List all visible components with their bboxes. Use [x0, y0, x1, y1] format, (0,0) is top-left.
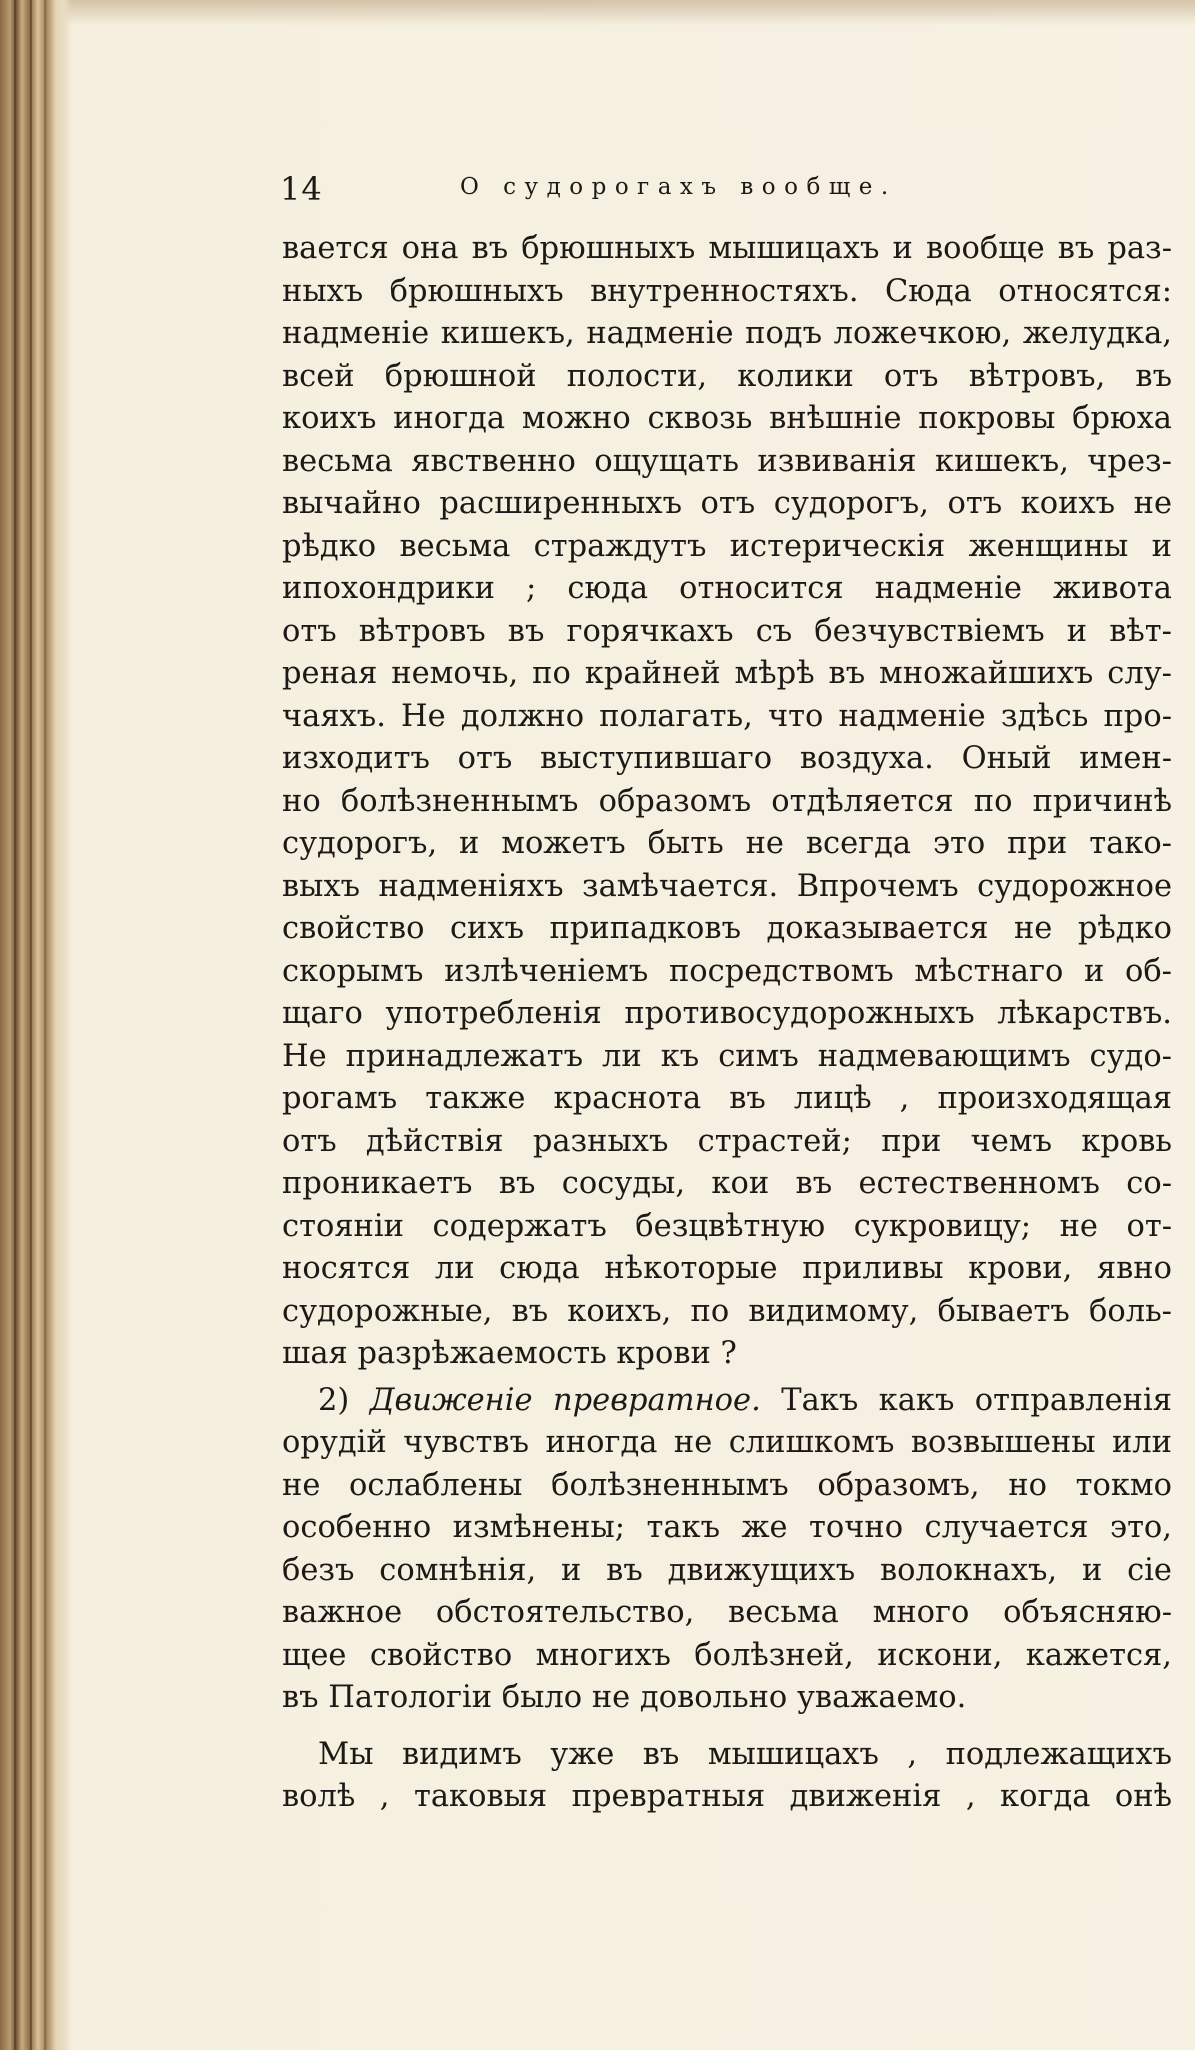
text-line: реная немочь, по крайней мѣрѣ въ множайшихъ слу- [282, 656, 1172, 691]
page-top-shadow [0, 0, 1195, 26]
text-line: скорымъ излѣченіемъ посредствомъ мѣстнаго и об- [282, 953, 1172, 989]
text-line: судорожные, въ коихъ, по видимому, бываетъ боль- [282, 1293, 1172, 1329]
text-line: щаго употребленія противосудорожныхъ лѣкарствъ. [282, 996, 1172, 1031]
text-line: шая разрѣжаемость крови ? [282, 1336, 737, 1371]
text-line: надменіе кишекъ, надменіе подъ ложечкою, желудка, [282, 316, 1172, 351]
text-line: коихъ иногда можно сквозь внѣшніе покровы брюха [282, 401, 1172, 436]
page-number: 14 [280, 170, 323, 208]
text-line: но болѣзненнымъ образомъ отдѣляется по причинѣ [282, 783, 1172, 819]
text-line: въ Патологіи было не довольно уважаемо. [282, 1680, 967, 1715]
text-line: рогамъ также краснота въ лицѣ , произходящая [282, 1081, 1172, 1116]
text-line: безъ сомнѣнія, и въ движущихъ волокнахъ, и сіе [282, 1552, 1172, 1588]
text-line: ипохондрики ; сюда относится надменіе живота [282, 571, 1172, 606]
text-line: выхъ надменіяхъ замѣчается. Впрочемъ судорожное [282, 868, 1172, 904]
paragraph-number: 2) [318, 1382, 350, 1418]
text-line: Мы видимъ уже въ мышицахъ , подлежащихъ [318, 1736, 1172, 1772]
text-line: рѣдко весьма страждутъ истерическія женщины и [282, 528, 1172, 564]
text-line: важное обстоятельство, весьма много объясняю- [282, 1595, 1172, 1630]
text-line: отъ вѣтровъ въ горячкахъ съ безчувствіемъ и вѣт- [282, 613, 1172, 649]
text-line: свойство сихъ припадковъ доказывается не рѣдко [282, 911, 1172, 946]
text-line: вается она въ брюшныхъ мышицахъ и вообще въ раз- [282, 231, 1172, 266]
text-line: особенно измѣнены; такъ же точно случается это, [282, 1510, 1172, 1545]
book-binding [0, 0, 72, 2050]
text-line: орудій чувствъ иногда не слишкомъ возвышены или [282, 1425, 1172, 1460]
text-line: стояніи содержатъ безцвѣтную сукровицу; не от- [282, 1208, 1172, 1244]
text-line: изходитъ отъ выступившаго воздуха. Оный имен- [282, 741, 1172, 776]
text-line: отъ дѣйствія разныхъ страстей; при чемъ кровь [282, 1123, 1172, 1159]
binding-edge-line [44, 0, 46, 2050]
text-body [282, 228, 1172, 1819]
text-line: носятся ли сюда нѣкоторые приливы крови, явно [282, 1251, 1172, 1286]
text-fragment: Такъ какъ отправленія [781, 1382, 1173, 1418]
text-line: щее свойство многихъ болѣзней, искони, кажется, [282, 1637, 1172, 1673]
text-line: всей брюшной полости, колики отъ вѣтровъ, въ [282, 358, 1172, 394]
binding-edge-line [14, 0, 16, 2050]
text-line: вычайно расширенныхъ отъ судорогъ, отъ коихъ не [282, 486, 1172, 521]
text-line: весьма явственно ощущать извиванія кишекъ, чрез- [282, 443, 1172, 479]
section-heading-italic: Движеніе превратное. [369, 1382, 761, 1418]
text-line: не ослаблены болѣзненнымъ образомъ, но токмо [282, 1467, 1172, 1503]
text-line: Не принадлежатъ ли къ симъ надмевающимъ судо- [282, 1038, 1172, 1074]
paragraph-gap [282, 1720, 1172, 1734]
binding-edge-line [30, 0, 32, 2050]
text-line: ныхъ брюшныхъ внутренностяхъ. Сюда относятся: [282, 273, 1172, 309]
text-line: судорогъ, и можетъ быть не всегда это при тако- [282, 826, 1172, 861]
running-title: О судорогахъ вообще. [460, 174, 897, 200]
paragraph-2-first-line [282, 1380, 1172, 1423]
text-line: чаяхъ. Не должно полагать, что надменіе здѣсь про- [282, 698, 1172, 734]
text-line: волѣ , таковыя превратныя движенія , когда онѣ [282, 1779, 1172, 1814]
page-header [280, 170, 1000, 220]
text-line: проникаетъ въ сосуды, кои въ естественномъ со- [282, 1166, 1172, 1201]
